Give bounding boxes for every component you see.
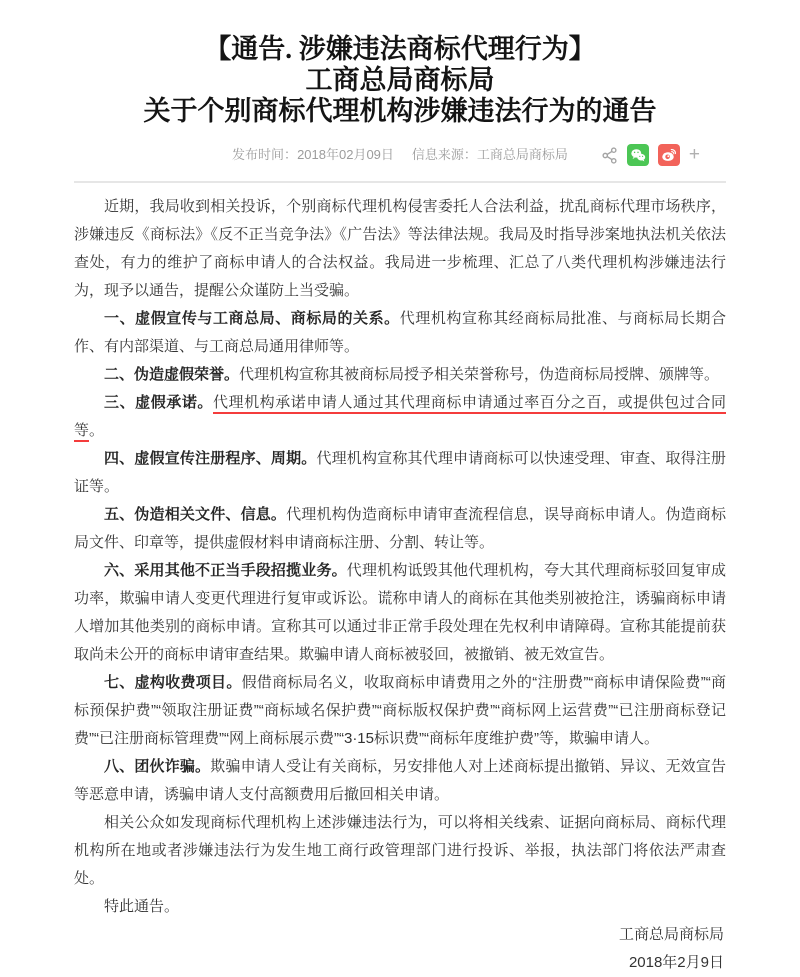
closing-paragraph <box>74 809 726 893</box>
closing-text: 相关公众如发现商标代理机构上述涉嫌违法行为，可以将相关线索、证据向商标局、商标代理机构所在地或者涉嫌违法行为发生地工商行政管理部门进行投诉、举报，执法部门将依法严肃查处。 <box>74 814 726 887</box>
item-6-heading: 六、采用其他不正当手段招揽业务。 <box>104 562 347 579</box>
item-3-heading: 三、虚假承诺。 <box>104 394 213 411</box>
paragraph-text: 近期，我局收到相关投诉，个别商标代理机构侵害委托人合法利益，扰乱商标代理市场秩序，涉嫌违反《商标法》《反不正当竞争法》《广告法》等法律法规。我局及时指导涉案地执法机关依法查处，有力的维护了商标申请人的合法权益。我局进一步梳理、汇总了八类代理机构涉嫌违法行为，现予以通告，提醒公众谨防上当受骗。 <box>74 198 726 299</box>
item-8-text: 欺骗申请人受让有关商标，另安排他人对上述商标提出撤销、异议、无效宣告等恶意申请，诱骗申请人支付高额费用后撤回相关申请。 <box>74 758 726 803</box>
share-icon[interactable] <box>601 147 618 164</box>
final-note-text: 特此通告。 <box>104 898 180 915</box>
publish-time-value: 2018年02月09日 <box>297 147 394 162</box>
item-7-text: 假借商标局名义，收取商标申请费用之外的“注册费”“商标申请保险费”“商标预保护费”“领取注册证费”“商标域名保护费”“商标版权保护费”“商标网上运营费”“已注册商标登记费”“已注册商标管理费”“网上商标展示费”“3·15标识费”“商标年度维护费”等，欺骗申请人。 <box>74 674 726 747</box>
item-5-paragraph <box>74 501 726 557</box>
title-block <box>74 34 726 127</box>
plus-icon[interactable]: + <box>688 144 700 165</box>
item-4-heading: 四、虚假宣传注册程序、周期。 <box>104 450 317 467</box>
item-6-text: 代理机构诋毁其他代理机构，夸大其代理商标驳回复审成功率，欺骗申请人变更代理进行复审或诉讼。谎称申请人的商标在其他类别被抢注，诱骗商标申请人增加其他类别的商标申请。宣称其可以通过非正常手段处理在先权利申请障碍。宣称其能提前获取尚未公开的商标申请审查结果。欺骗申请人商标被驳回，被撤销、被无效宣告。 <box>74 562 726 663</box>
source-label: 信息来源： <box>411 147 477 162</box>
item-8-paragraph <box>74 753 726 809</box>
item-1-text: 代理机构宣称其经商标局批准、与商标局长期合作、有内部渠道、与工商总局通用律师等。 <box>74 310 726 355</box>
item-2-paragraph <box>74 361 726 389</box>
notice-body <box>74 193 726 921</box>
page-title-org: 工商总局商标局 <box>305 65 495 95</box>
wechat-icon[interactable] <box>627 144 649 166</box>
item-3-underlined-text: 代理机构承诺申请人通过其代理商标申请通过率百分之百，或提供包过合同等 <box>74 394 726 442</box>
meta-row <box>74 142 726 168</box>
item-4-paragraph <box>74 445 726 501</box>
source-value: 工商总局商标局 <box>476 147 568 162</box>
item-3-tail: 。 <box>89 422 105 439</box>
item-6-paragraph <box>74 557 726 669</box>
intro-paragraph <box>74 193 726 305</box>
item-7-paragraph <box>74 669 726 753</box>
item-3-paragraph <box>74 389 726 445</box>
final-note-paragraph <box>74 893 726 921</box>
signature-date: 2018年2月9日 <box>628 954 724 971</box>
header-divider <box>74 181 726 183</box>
item-5-heading: 五、伪造相关文件、信息。 <box>104 506 287 523</box>
weibo-icon[interactable] <box>658 144 680 166</box>
page-title-tag: 【通告. 涉嫌违法商标代理行为】 <box>204 34 596 64</box>
item-1-heading: 一、虚假宣传与工商总局、商标局的关系。 <box>104 310 400 327</box>
notice-article <box>74 0 726 977</box>
item-2-text: 代理机构宣称其被商标局授予相关荣誉称号，伪造商标局授牌、颁牌等。 <box>239 366 720 383</box>
item-4-text: 代理机构宣称其代理申请商标可以快速受理、审查、取得注册证等。 <box>74 450 726 495</box>
signature-block <box>74 921 726 977</box>
signature-org: 工商总局商标局 <box>618 926 724 943</box>
item-1-paragraph <box>74 305 726 361</box>
item-8-heading: 八、团伙诈骗。 <box>104 758 211 775</box>
publish-time-label: 发布时间： <box>232 147 298 162</box>
page-title-main: 关于个别商标代理机构涉嫌违法行为的通告 <box>143 96 657 126</box>
item-7-heading: 七、虚构收费项目。 <box>104 674 242 691</box>
share-toolbar <box>601 144 700 166</box>
item-5-text: 代理机构伪造商标申请审查流程信息，误导商标申请人。伪造商标局文件、印章等，提供虚假材料申请商标注册、分割、转让等。 <box>74 506 726 551</box>
item-2-heading: 二、伪造虚假荣誉。 <box>104 366 240 383</box>
